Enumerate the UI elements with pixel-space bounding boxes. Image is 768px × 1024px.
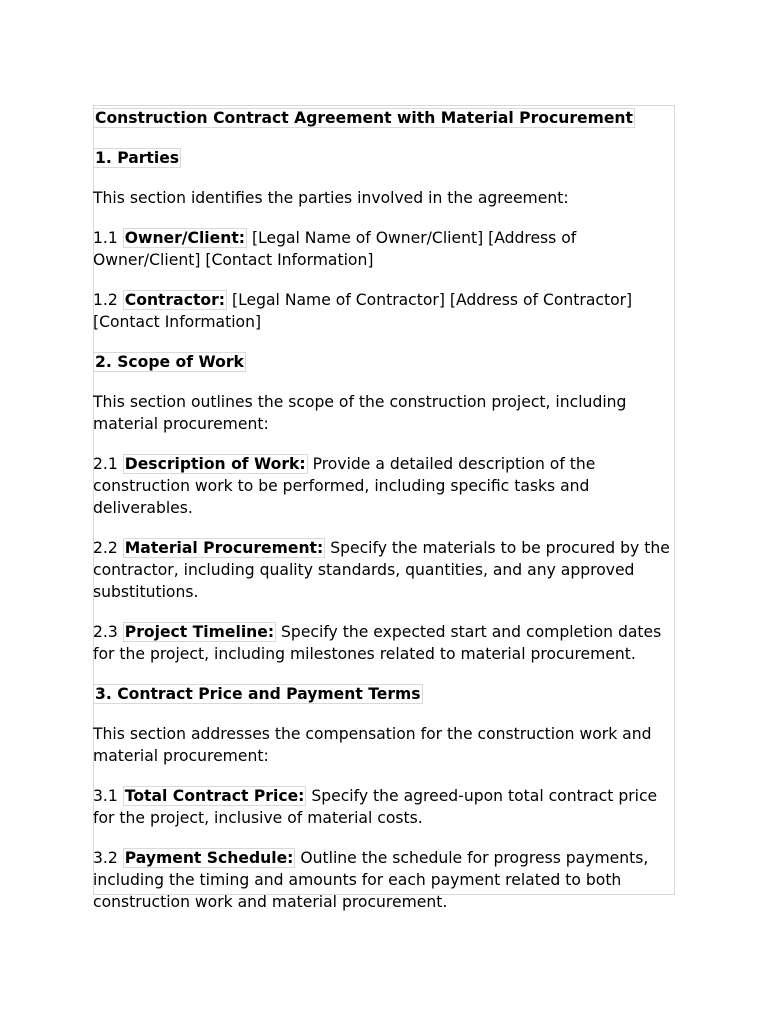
clause-text: Specify the materials to be procured by the contractor, including quality standards, quantities, and any approved substitutions. (93, 539, 670, 601)
clause-number: 1.2 (93, 291, 118, 309)
clause-label: Contractor: (124, 291, 226, 309)
clause-label: Total Contract Price: (124, 787, 305, 805)
clause-text: Provide a detailed description of the construction work to be performed, including specific tasks and deliverables. (93, 455, 596, 517)
clause-2-3 (93, 621, 677, 665)
clause-label: Material Procurement: (124, 539, 324, 557)
clause-1-2 (93, 289, 677, 333)
clause-label: Project Timeline: (124, 623, 275, 641)
clause-2-2 (93, 537, 677, 603)
clause-text: [Legal Name of Owner/Client] [Address of Owner/Client] [Contact Information] (93, 229, 577, 269)
clause-text: Outline the schedule for progress payments, including the timing and amounts for each payment related to both construction work and material procurement. (93, 849, 649, 911)
clause-2-1 (93, 453, 677, 519)
clause-text: Specify the agreed-upon total contract price for the project, inclusive of material costs. (93, 787, 658, 827)
clause-number: 1.1 (93, 229, 118, 247)
clause-label: Payment Schedule: (124, 849, 294, 867)
section-intro-scope-of-work: This section outlines the scope of the construction project, including material procurement: (93, 393, 627, 433)
section-heading-contract-price: 3. Contract Price and Payment Terms (95, 685, 421, 703)
clause-number: 3.2 (93, 849, 118, 867)
document-title-row (93, 107, 677, 129)
clause-3-2 (93, 847, 677, 913)
section-intro-contract-price: This section addresses the compensation for the construction work and material procurement: (93, 725, 652, 765)
clause-number: 2.1 (93, 455, 118, 473)
clause-number: 2.2 (93, 539, 118, 557)
clause-label: Owner/Client: (124, 229, 246, 247)
document-body (93, 107, 677, 931)
clause-number: 2.3 (93, 623, 118, 641)
clause-label: Description of Work: (124, 455, 306, 473)
document-title: Construction Contract Agreement with Material Procurement (95, 109, 633, 127)
clause-number: 3.1 (93, 787, 118, 805)
section-heading-row (93, 147, 677, 169)
clause-3-1 (93, 785, 677, 829)
section-heading-row (93, 351, 677, 373)
clause-1-1 (93, 227, 677, 271)
section-intro-parties: This section identifies the parties involved in the agreement: (93, 189, 569, 207)
section-heading-scope-of-work: 2. Scope of Work (95, 353, 244, 371)
section-heading-row (93, 683, 677, 705)
clause-text: [Legal Name of Contractor] [Address of Contractor] [Contact Information] (93, 291, 633, 331)
clause-text: Specify the expected start and completion dates for the project, including milestones related to material procurement. (93, 623, 662, 663)
section-heading-parties: 1. Parties (95, 149, 180, 167)
